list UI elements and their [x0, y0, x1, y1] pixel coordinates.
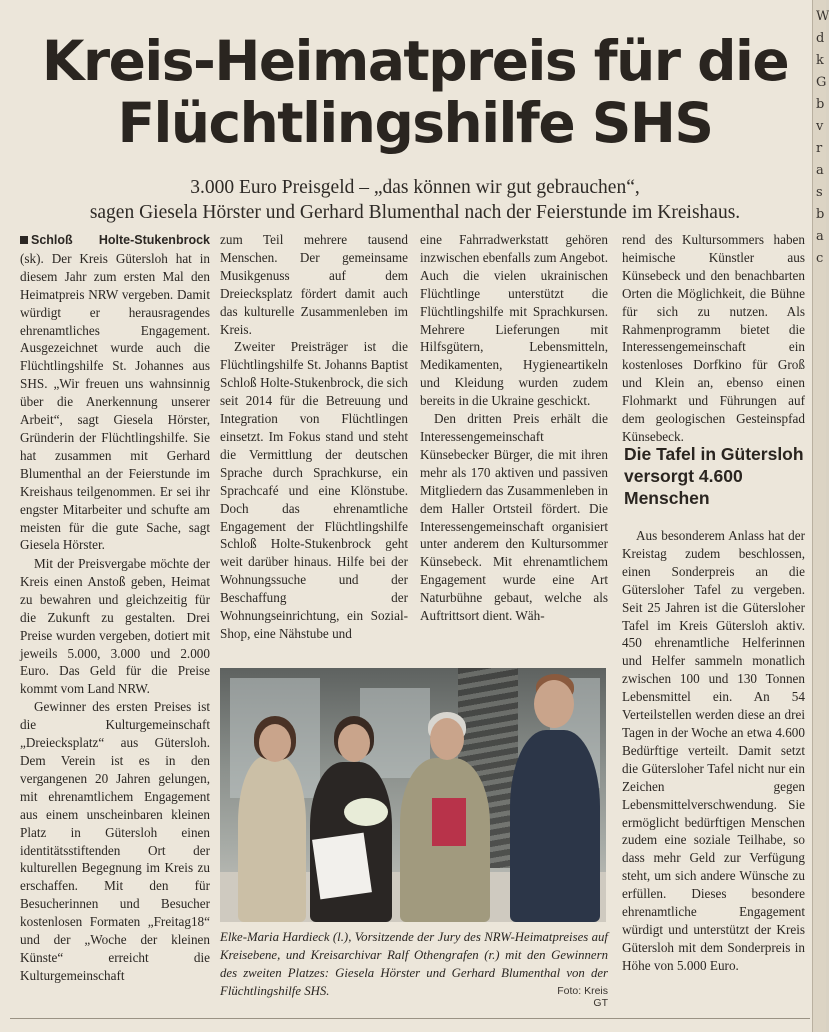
column-1-paragraph: Schloß Holte-Stukenbrock (sk). Der Kreis Gütersloh hat in diesem Jahr zum ersten Mal den Heimatpreis NRW vergeben. Damit würdigt er herausragendes ehrenamtliches Engagement. Ausgezeichnet wurde auch die Flüchtlingshilfe St. Johannes aus SHS. „Wir freuen uns wahnsinnig über die Anerkennung unserer Arbeit“, sagt Giesela Hörster, Gründerin der Flüchtlingshilfe. Sie hat zusammen mit Gerhard Blumenthal an der Feierstunde im Kreishaus teilgenommen. Er sei ihr engster Mitarbeiter und schufte am meisten für die gute Sache, sagt Giesela Hörster. — [20, 233, 210, 553]
paragraph: Mit der Preisvergabe möchte der Kreis einen Anstoß geben, Heimat zu bewahren und gleichzeitig für die Zukunft zu gestalten. Drei Preise wurden vergeben, dotiert mit jeweils 5.000, 3.000 und 2.000 Euro. Das Geld für die Preise kommt vom Land NRW. — [20, 556, 210, 697]
headline-line-1: Kreis-Heimatpreis für die — [41, 29, 789, 93]
paragraph: Aus besonderem Anlass hat der Kreistag zudem beschlossen, einen Sonderpreis an die Gütersloher Tafel zu vergeben. Seit 25 Jahren ist die Gütersloher Tafel im Kreis Gütersloh aktiv. 450 ehrenamtliche Helferinnen und Helfer sammeln monatlich zwischen 100 und 130 Tonnen Lebensmittel ein. An 54 Verteilstellen werden diese an drei Tagen in der Woche an etwa 4.600 Bedürftige verteilt. Damit setzt die Gütersloher Tafel nicht nur ein Zeichen gegen Lebensmittelverschwendung. Sie ermöglicht bedürftigen Menschen zudem eine soziale Teilhabe, so dass mehr Geld zur Verfügung steht, um sich andere Wünsche zu erfüllen. Dieses besondere ehrenamtliche Engagement würdigt und unterstützt der Kreis Gütersloh mit dem Sonderpreis in Höhe von 5.000 Euro. — [622, 528, 805, 973]
person-third-head — [430, 718, 464, 760]
paragraph: Zweiter Preisträger ist die Flüchtlingshilfe St. Johanns Baptist Schloß Holte-Stukenbrock, die sich seit 2014 für die Betreuung und Integration von Flüchtlingen einsetzt. Im Fokus stand und steht die Vermittlung der deutschen Sprache durch Sprachkurse, ein Sprachcafé und eine Klönstube. Doch das ehrenamtliche Engagement der Flüchtlingshilfe Schloß Holte-Stukenbrock geht weit darüber hinaus. Hilfe bei der Wohnungssuche und der Beschaffung der Wohnungseinrichtung, ein Sozial-Shop, eine Nähstube und — [220, 339, 408, 641]
award-trophy — [432, 798, 466, 846]
article-photo — [220, 668, 606, 922]
paragraph: eine Fahrradwerkstatt gehören inzwischen ebenfalls zum Angebot. Auch die vielen ukrainischen Flüchtlinge unterstützt die Flüchtlingshilfe mit Sprachkursen. Mehrere Lieferungen mit Hilfsgütern, Lebensmitteln, Medikamenten, Hygieneartikeln und Kleidung wurden zudem bereits in die Ukraine geschickt. — [420, 232, 608, 409]
person-left — [238, 756, 306, 922]
subline-line-1: 3.000 Euro Preisgeld – „das können wir gut gebrauchen“, — [190, 177, 640, 198]
certificate — [312, 833, 372, 900]
paragraph: zum Teil mehrere tausend Menschen. Der gemeinsame Musikgenuss auf dem Dreiecksplatz fördert damit auch das kulturelle Zusammenleben im Kreis. — [220, 232, 408, 337]
adjacent-page-edge: W d k G b v r a s b a c — [812, 0, 826, 1032]
article-subline — [20, 175, 810, 225]
column-3 — [420, 231, 608, 625]
dateline: Schloß Holte-Stukenbrock — [20, 233, 210, 247]
column-4-continued — [622, 527, 805, 975]
person-left-head — [259, 724, 291, 762]
paragraph: rend des Kultursommers haben heimische Künstler aus Künsebeck und den benachbarten Orten die Möglichkeit, die Bühne für sich zu nutzen. Als Rahmenprogramm bietet die Interessengemeinschaft ein kostenloses Dorfkino für Groß und Klein an, ebenso einen Flohmarkt und Führungen auf dem geologischen Gesteinspfad Künsebeck. — [622, 232, 805, 444]
column-1 — [20, 231, 210, 554]
bottom-rule — [10, 1018, 810, 1019]
person-second-head — [338, 724, 370, 762]
photo-caption: Elke-Maria Hardieck (l.), Vorsitzende der Jury des NRW-Heimatpreises auf Kreisebene, und Kreisarchivar Ralf Othengrafen (r.) mit den Gewinnern des zweiten Platzes: Giesela Hörster und Gerhard Blumenthal von der Flüchtlingshilfe SHS. — [220, 930, 608, 998]
paragraph: Gewinner des ersten Preises ist die Kulturgemeinschaft „Dreiecksplatz“ aus Gütersloh. Dem Verein ist es in den vergangenen 20 Jahren gelungen, mit ehrenamtlichem Engagement aus einem unscheinbaren kleinen Platz in Gütersloh einen identitätsstiftenden Ort der kulturellen Begegnung im Kreis zu erschaffen. Mit den für Besucherinnen und Besucher kostenlosen Formaten „Freitag18“ und der „Woche der kleinen Künste“ erreicht die Kulturgemeinschaft — [20, 699, 210, 983]
headline-line-2: Flüchtlingshilfe SHS — [117, 91, 713, 155]
section-subheading: Die Tafel in Gütersloh versorgt 4.600 Menschen — [624, 444, 804, 508]
paragraph: Den dritten Preis erhält die Interessengemeinschaft Künsebecker Bürger, die mit ihren mehr als 170 aktiven und passiven Mitgliedern das Zusammenleben in dem Haller Ortsteil fördert. Die Interessengemeinschaft organisiert unter anderem den Kultursommer Künsebeck. Mit ehrenamtlichem Engagement wurde eine Art Naturbühne gebaut, welche als Auftrittsort dient. Wäh- — [420, 411, 608, 624]
column-4 — [622, 231, 805, 446]
person-right — [510, 730, 600, 922]
flower-bouquet — [344, 798, 388, 826]
dateline-square-icon — [20, 236, 28, 244]
article-headline — [20, 30, 810, 154]
column-1-continued — [20, 555, 210, 985]
column-2 — [220, 231, 408, 643]
subline-line-2: sagen Giesela Hörster und Gerhard Blumenthal nach der Feierstunde im Kreishaus. — [89, 202, 741, 223]
person-right-head — [534, 680, 574, 728]
photo-credit: Foto: Kreis GT — [557, 985, 608, 1009]
